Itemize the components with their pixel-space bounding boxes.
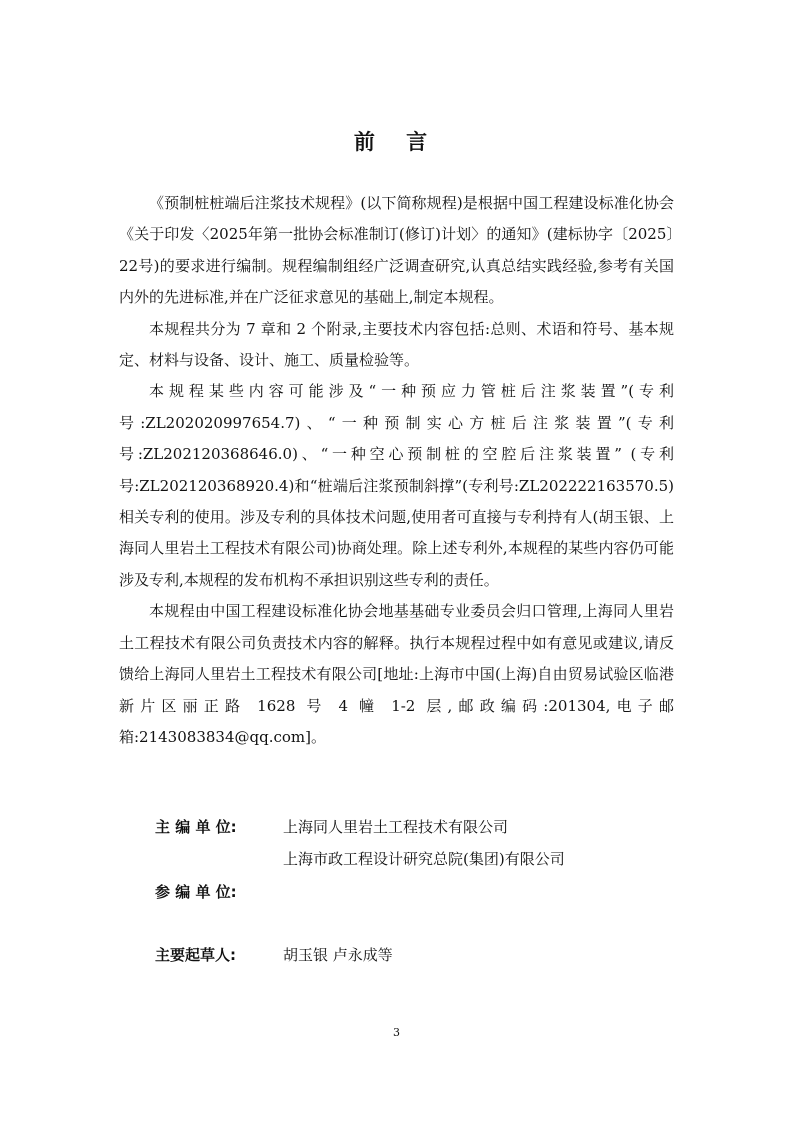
paragraph-patents: 本规程某些内容可能涉及“一种预应力管桩后注浆装置”(专利号:ZL202020997654.7)、“一种预制实心方桩后注浆装置”(专利号:ZL202120368646.0)、“一种空心预制桩的空腔后注浆装置” (专利号:ZL202120368920.4)和“桩端后注浆预制斜撑”(专利号:ZL202222163570.5)相关专利的使用。涉及专利的具体技术问题,使用者可直接与专利持有人(胡玉银、上海同人里岩土工程技术有限公司)协商处理。除上述专利外,本规程的某些内容仍可能涉及专利,本规程的发布机构不承担识别这些专利的责任。 xyxy=(119,382,674,589)
chief-editor-row xyxy=(155,816,508,837)
page-title: 前 言 xyxy=(353,130,440,154)
page-number: 3 xyxy=(393,1026,400,1039)
chief-editor-unit-2: 上海市政工程设计研究总院(集团)有限公司 xyxy=(283,850,565,868)
paragraph-contents: 本规程共分为 7 章和 2 个附录,主要技术内容包括:总则、术语和符号、基本规定、材料与设备、设计、施工、质量检验等。 xyxy=(119,319,674,370)
chief-editor-row-2 xyxy=(155,848,565,869)
preface-body xyxy=(119,188,674,753)
participating-unit-label: 参 编 单 位: xyxy=(155,883,237,901)
drafters-row xyxy=(155,944,393,965)
chief-editor-unit-1: 上海同人里岩土工程技术有限公司 xyxy=(283,818,509,836)
paragraph-management: 本规程由中国工程建设标准化协会地基基础专业委员会归口管理,上海同人里岩土工程技术有限公司负责技术内容的解释。执行本规程过程中如有意见或建议,请反馈给上海同人里岩土工程技术有限公司[地址:上海市中国(上海)自由贸易试验区临港新片区丽正路 1628 号 4 幢 1-2 层,邮政编码:201304,电子邮箱:2143083834@qq.com]。 xyxy=(119,602,674,746)
drafters-names: 胡玉银 卢永成等 xyxy=(283,946,393,964)
participating-unit-row xyxy=(155,881,283,902)
paragraph-background: 《预制桩桩端后注浆技术规程》(以下简称规程)是根据中国工程建设标准化协会《关于印发〈2025年第一批协会标准制订(修订)计划〉的通知》(建标协字〔2025〕22号)的要求进行编制。规程编制组经广泛调查研究,认真总结实践经验,参考有关国内外的先进标准,并在广泛征求意见的基础上,制定本规程。 xyxy=(119,194,674,307)
chief-editor-label: 主 编 单 位: xyxy=(155,818,237,836)
drafters-label: 主要起草人: xyxy=(155,946,236,964)
